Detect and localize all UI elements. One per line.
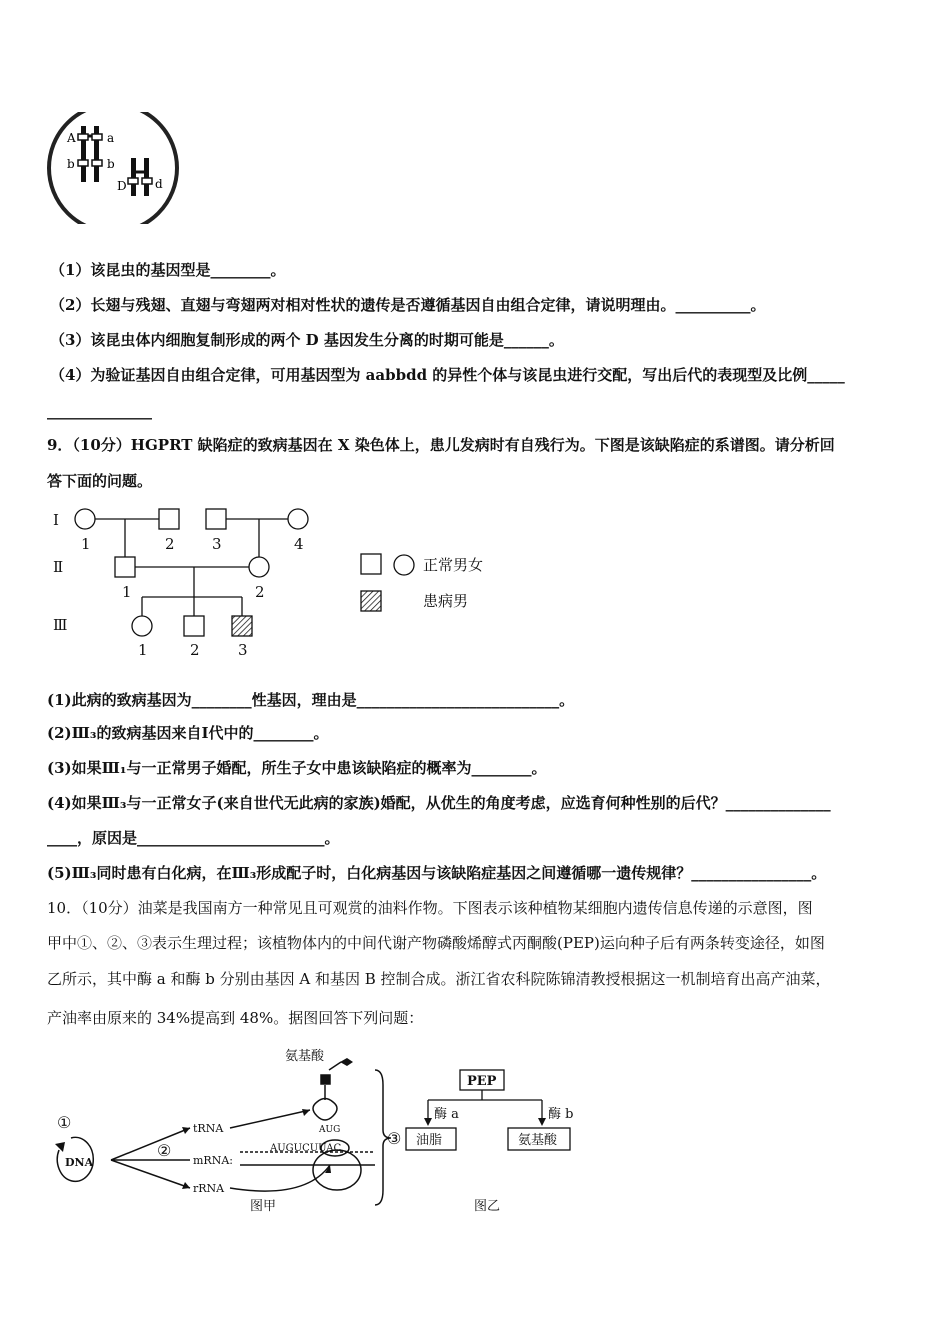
legend-affected: 患病男 [423,592,469,610]
allele-label: a [107,131,115,145]
chromosome-figure [45,112,185,224]
label-mrna: mRNA: [193,1154,233,1167]
member-number: 2 [255,583,265,601]
gen-label: Ⅱ [53,558,64,576]
allele-label: b [107,157,115,171]
member-number: 4 [294,535,304,553]
legend-normal: 正常男女 [423,556,484,574]
q8-part3: （3）该昆虫体内细胞复制形成的两个 D 基因发生分离的时期可能是______。 [50,331,564,349]
member-number: 3 [238,641,248,659]
q10-intro-2: 甲中①、②、③表示生理过程；该植物体内的中间代谢产物磷酸烯醇式丙酮酸(PEP)运向种子后有两条转变途径，如图 [47,934,825,952]
q9-intro: 9．（10分）HGPRT 缺陷症的致病基因在 X 染色体上，患儿发病时有自残行为。下图是该缺陷症的系谱图。请分析回 [47,436,835,454]
member-number: 2 [190,641,200,659]
member-number: 1 [138,641,148,659]
label-oil: 油脂 [416,1133,443,1148]
allele-label: b [67,157,75,171]
label-process-2: ② [157,1141,172,1160]
q9-part2: (2)Ⅲ₃的致病基因来自Ⅰ代中的________。 [47,724,329,742]
label-pep: PEP [467,1074,497,1089]
label-aug: AUG [319,1125,341,1135]
label-dna: DNA [65,1156,94,1169]
label-process-1: ① [57,1113,72,1132]
q9-part4: (4)如果Ⅲ₃与一正常女子(来自世代无此病的家族)婚配，从优生的角度考虑，应选育何种性别的后代？______________ [47,794,831,812]
label-trna: tRNA [193,1122,224,1135]
q9-part1: (1)此病的致病基因为________性基因，理由是___________________________。 [47,691,575,709]
member-number: 3 [212,535,222,553]
member-number: 1 [122,583,132,601]
gen-label: Ⅲ [53,616,68,634]
label-amino-acid: 氨基酸 [285,1049,325,1064]
pedigree-chart [45,500,525,665]
member-number: 2 [165,535,175,553]
figure-yi [400,1060,590,1220]
q10-intro-4: 产油率由原来的 34%提高到 48%。据图回答下列问题： [47,1009,424,1027]
gen-label: Ⅰ [53,511,59,529]
figure-jia [45,1040,405,1220]
allele-label: D [117,179,127,193]
q9-intro-cont: 答下面的问题。 [47,472,153,490]
q10-intro-1: 10．（10分）油菜是我国南方一种常见且可观赏的油料作物。下图表示该种植物某细胞内遗传信息传递的示意图，图 [47,899,813,917]
q9-part5: (5)Ⅲ₃同时患有白化病，在Ⅲ₃形成配子时，白化病基因与该缺陷症基因之间遵循哪一遗传规律？________________。 [47,864,827,882]
label-rrna: rRNA [193,1182,225,1195]
q8-part2: （2）长翅与残翅、直翅与弯翅两对相对性状的遗传是否遵循基因自由组合定律，请说明理由。__________。 [50,296,766,314]
q8-part4: （4）为验证基因自由组合定律，可用基因型为 aabbdd 的异性个体与该昆虫进行交配，写出后代的表现型及比例_____ [50,366,845,384]
label-enzyme-a: 酶 a [434,1107,459,1122]
label-enzyme-b: 酶 b [548,1107,574,1122]
label-amino-acid-yi: 氨基酸 [518,1133,558,1148]
allele-label: d [155,177,163,191]
q9-part3: (3)如果Ⅲ₁与一正常男子婚配，所生子女中患该缺陷症的概率为________。 [47,759,547,777]
q8-part1: （1）该昆虫的基因型是________。 [50,261,286,279]
caption-yi: 图乙 [474,1199,501,1214]
caption-jia: 图甲 [250,1199,277,1214]
label-mrna-sequence: AUGUCUUAC [270,1143,342,1154]
q8-part4-cont: ______________ [47,402,152,420]
allele-label: A [67,131,76,145]
label-process-3: ③ [387,1129,402,1148]
q10-intro-3: 乙所示，其中酶 a 和酶 b 分别由基因 A 和基因 B 控制合成。浙江省农科院陈锦清教授根据这一机制培育出高产油菜， [47,970,831,988]
member-number: 1 [81,535,91,553]
q9-part4-cont: ____，原因是_________________________。 [47,829,340,847]
